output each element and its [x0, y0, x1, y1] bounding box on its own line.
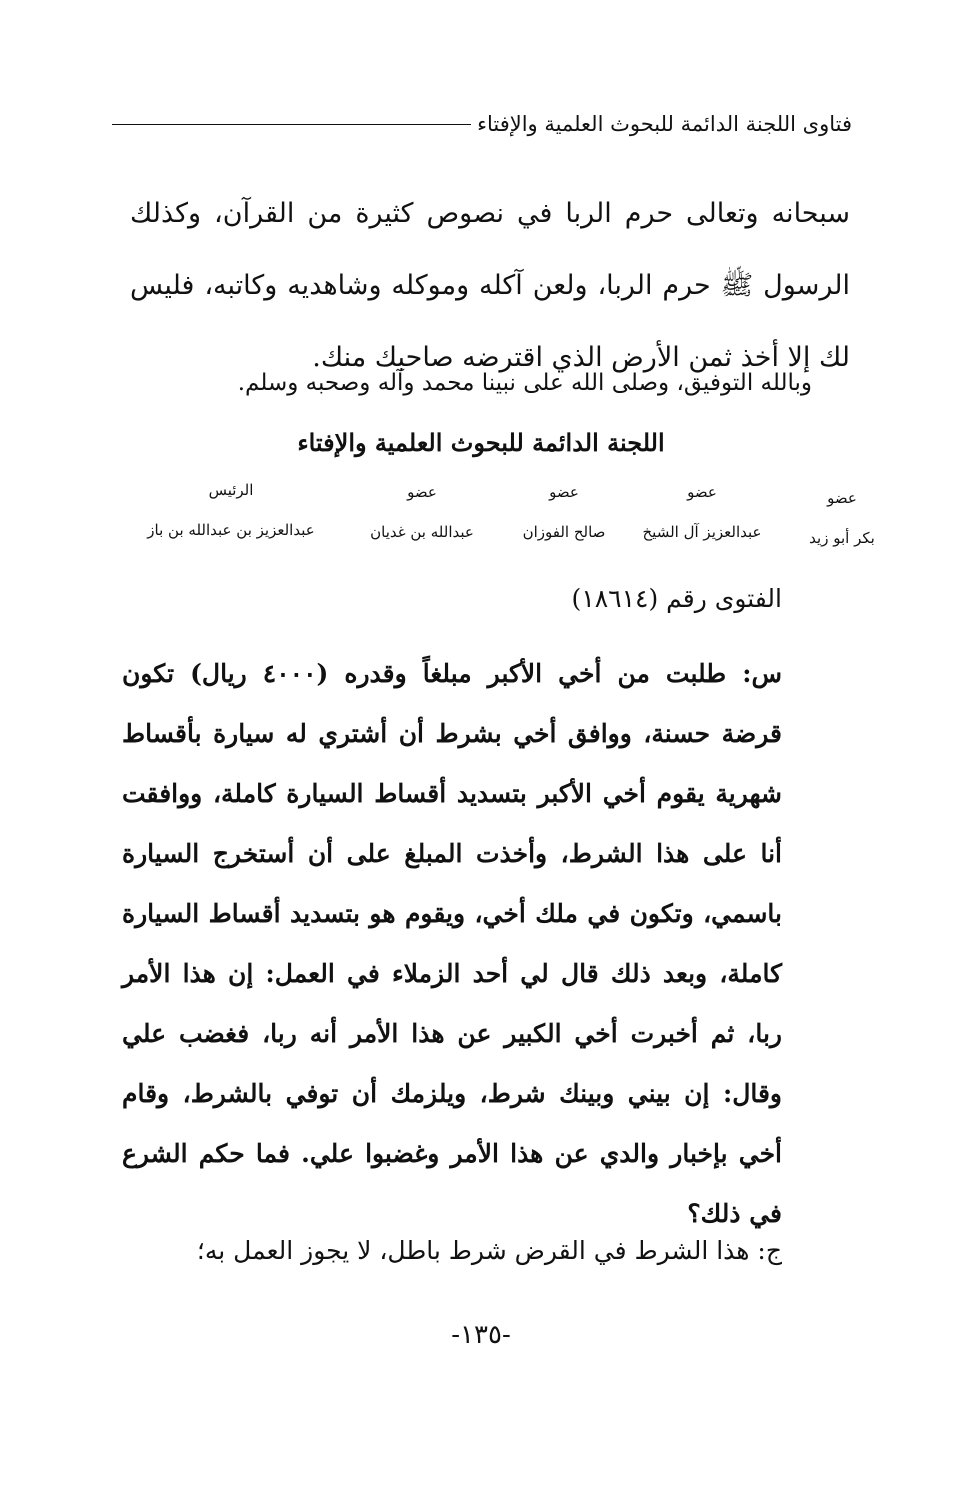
continuation-paragraph: سبحانه وتعالى حرم الربا في نصوص كثيرة من القرآن، وكذلك الرسول ﷺ حرم الربا، ولعن آكله وموكله وشاهديه وكاتبه، فليس لك إلا أخذ ثمن الأرض الذي اقترضه صاحبك منك. — [130, 198, 850, 373]
member-name: بكر أبو زيد — [809, 529, 875, 547]
member-name: عبدالعزيز بن عبدالله بن باز — [147, 521, 315, 539]
member-role: عضو — [549, 483, 579, 501]
running-header — [112, 104, 852, 144]
committee-member — [332, 480, 512, 544]
header-title: فتاوى اللجنة الدائمة للبحوث العلمية والإفتاء — [477, 112, 852, 136]
member-name: صالح الفوزان — [522, 523, 606, 541]
member-name: عبدالعزيز آل الشيخ — [642, 523, 762, 541]
committee-title: اللجنة الدائمة للبحوث العلمية والإفتاء — [297, 428, 665, 457]
question-paragraph: س: طلبت من أخي الأكبر مبلغاً وقدره (٤٠٠٠ ريال) تكون قرضة حسنة، ووافق أخي بشرط أن أشتري له سيارة بأقساط شهرية يقوم أخي الأكبر بتسديد أقساط السيارة كاملة، ووافقت أنا على هذا الشرط، وأخذت المبلغ على أن أستخرج السيارة باسمي، وتكون في ملك أخي، ويقوم هو بتسديد أقساط السيارة كاملة، وبعد ذلك قال لي أحد الزملاء في العمل: إن هذا الأمر ربا، ثم أخبرت أخي الكبير عن هذا الأمر أنه ربا، فغضب علي وقال: إن بيني وبينك شرط، ويلزمك أن توفي بالشرط، وقام أخي بإخبار والدي عن هذا الأمر وغضبوا علي. فما حكم الشرع في ذلك؟ — [122, 659, 783, 1228]
member-role: عضو — [407, 483, 437, 501]
member-name: عبدالله بن غديان — [370, 523, 474, 541]
closing-line: وبالله التوفيق، وصلى الله على نبينا محمد وآله وصحبه وسلم. — [237, 370, 812, 396]
page-number: -١٣٥- — [451, 1320, 511, 1350]
fatwa-number: الفتوى رقم (١٨٦١٤) — [571, 584, 782, 613]
member-role: الرئيس — [208, 481, 254, 499]
answer-paragraph: ج: هذا الشرط في القرض شرط باطل، لا يجوز العمل به؛ — [196, 1236, 782, 1265]
committee-member — [136, 478, 326, 542]
member-role: عضو — [687, 483, 717, 501]
header-rule — [112, 124, 471, 125]
member-role: عضو — [827, 489, 857, 507]
